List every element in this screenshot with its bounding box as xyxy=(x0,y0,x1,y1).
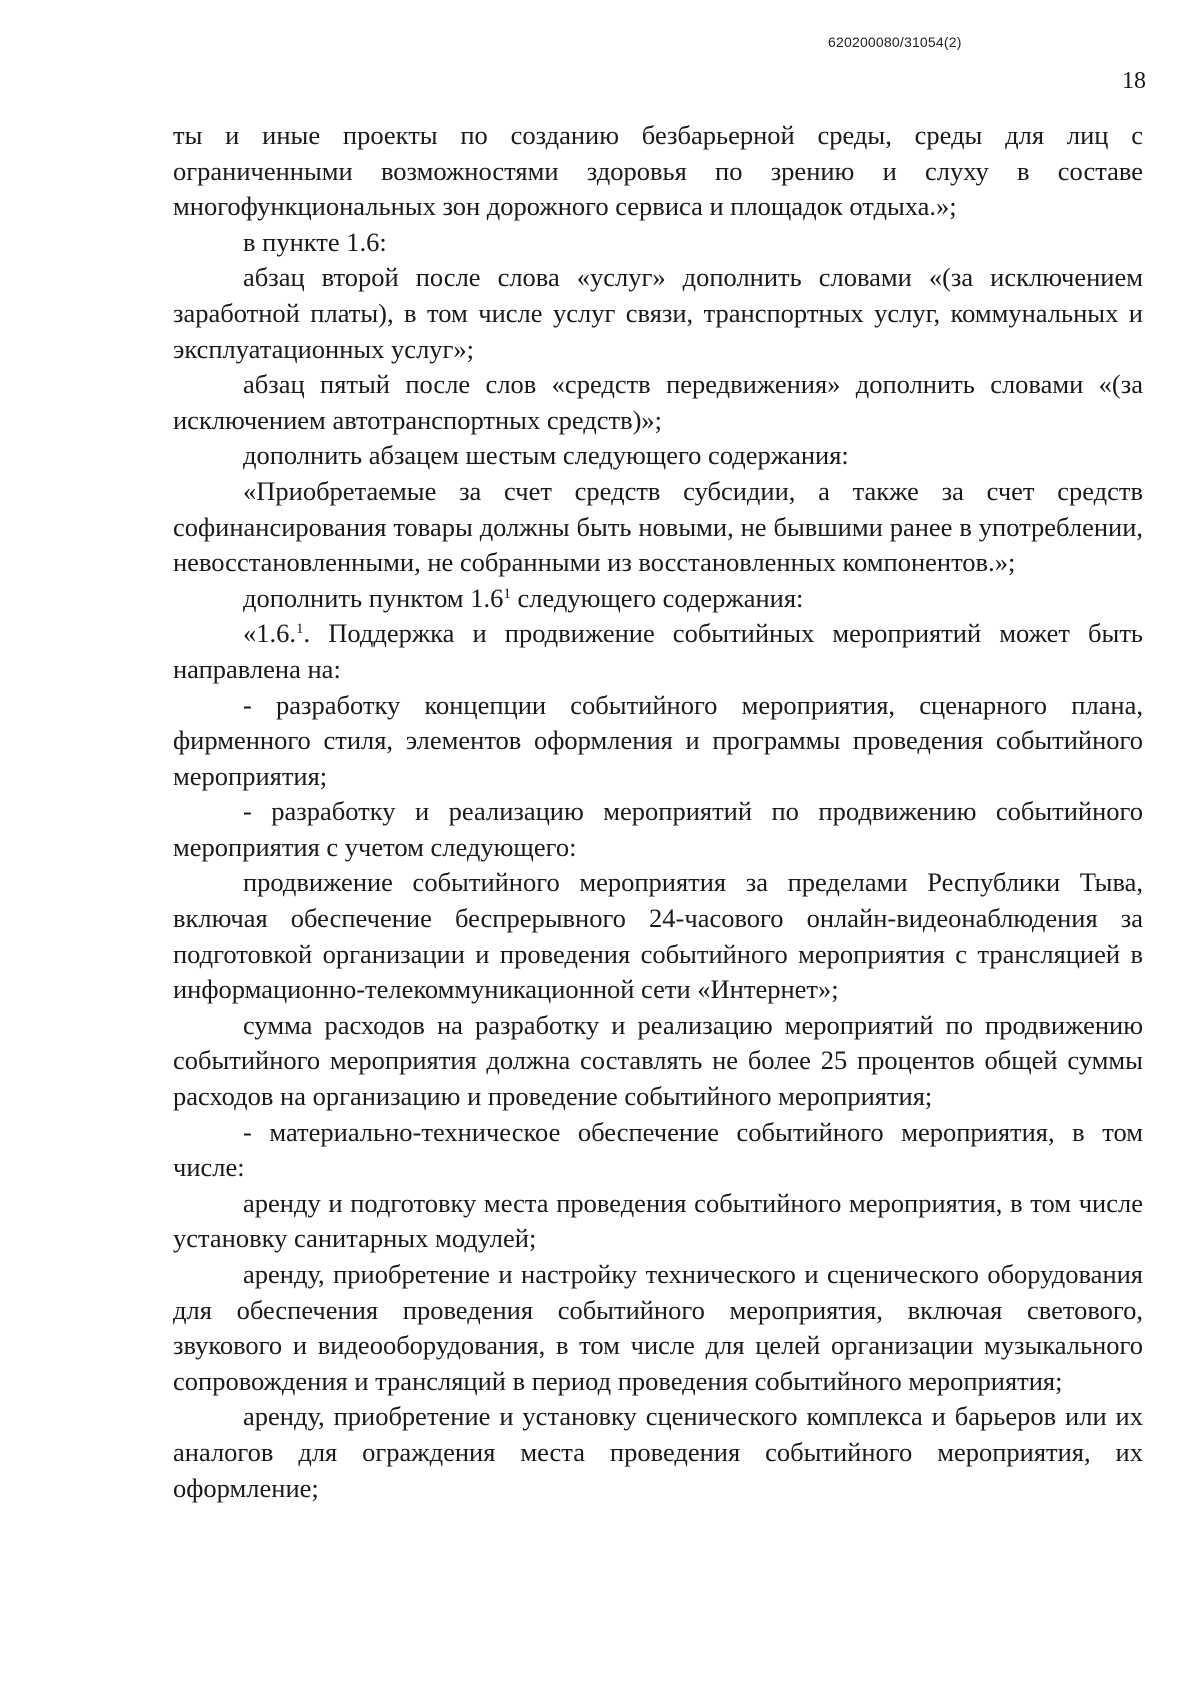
superscript: 1 xyxy=(503,585,511,602)
paragraph: - разработку концепции событийного мероприятия, сценарного плана, фирменного стиля, элементов оформления и программы проведения событийного мероприятия; xyxy=(173,689,1143,791)
paragraph-text: следующего содержания: xyxy=(510,582,804,613)
page-number: 18 xyxy=(1122,68,1146,94)
superscript: 1 xyxy=(296,621,304,638)
paragraph: дополнить абзацем шестым следующего содержания: xyxy=(243,440,849,471)
paragraph: аренду, приобретение и установку сценического комплекса и барьеров или их аналогов для ограждения места проведения событийного мероприятия, их оформление; xyxy=(173,1401,1143,1503)
paragraph xyxy=(173,581,1143,617)
paragraph: сумма расходов на разработку и реализацию мероприятий по продвижению событийного мероприятия должна составлять не более 25 процентов общей суммы расходов на организацию и проведение событийного мероприятия; xyxy=(173,1009,1143,1112)
paragraph: абзац второй после слова «услуг» дополнить словами «(за исключением заработной платы), в том числе услуг связи, транспортных услуг, коммунальных и эксплуатационных услуг»; xyxy=(173,262,1143,364)
paragraph: продвижение событийного мероприятия за пределами Республики Тыва, включая обеспечение беспрерывного 24-часового онлайн-видеонаблюдения за подготовкой организации и проведения событийного мероприятия с трансляцией в информационно-телекоммуникационной сети «Интернет»; xyxy=(173,867,1143,1005)
paragraph: аренду и подготовку места проведения событийного мероприятия, в том числе установку санитарных модулей; xyxy=(173,1187,1143,1254)
document-body xyxy=(173,118,1143,1506)
paragraph-text: «1.6. xyxy=(243,618,296,649)
paragraph-text: дополнить пунктом 1.6 xyxy=(243,582,504,613)
paragraph: в пункте 1.6: xyxy=(243,226,387,257)
paragraph: абзац пятый после слов «средств передвижения» дополнить словами «(за исключением автотранспортных средств)»; xyxy=(173,369,1143,435)
paragraph: - разработку и реализацию мероприятий по продвижению событийного мероприятия с учетом следующего: xyxy=(173,796,1143,862)
paragraph: - материально-техническое обеспечение событийного мероприятия, в том числе: xyxy=(173,1116,1143,1183)
document-registration-code: 620200080/31054(2) xyxy=(828,34,962,50)
paragraph: аренду, приобретение и настройку технического и сценического оборудования для обеспечения проведения событийного мероприятия, включая светового, звукового и видеооборудования, в том числе для целей организации музыкального сопровождения и трансляций в период проведения событийного мероприятия; xyxy=(173,1259,1143,1396)
paragraph: «Приобретаемые за счет средств субсидии, а также за счет средств софинансирования товары должны быть новыми, не бывшими ранее в употреблении, невосстановленными, не собранными из восстановленных компонентов.»; xyxy=(173,475,1143,578)
paragraph-text: . Поддержка и продвижение событийных мероприятий может быть направлена на: xyxy=(173,618,1143,684)
paragraph: ты и иные проекты по созданию безбарьерной среды, среды для лиц с ограниченными возможностями здоровья по зрению и слуху в составе многофункциональных зон дорожного сервиса и площадок отдыха.»; xyxy=(173,120,1143,222)
paragraph xyxy=(173,616,1143,687)
